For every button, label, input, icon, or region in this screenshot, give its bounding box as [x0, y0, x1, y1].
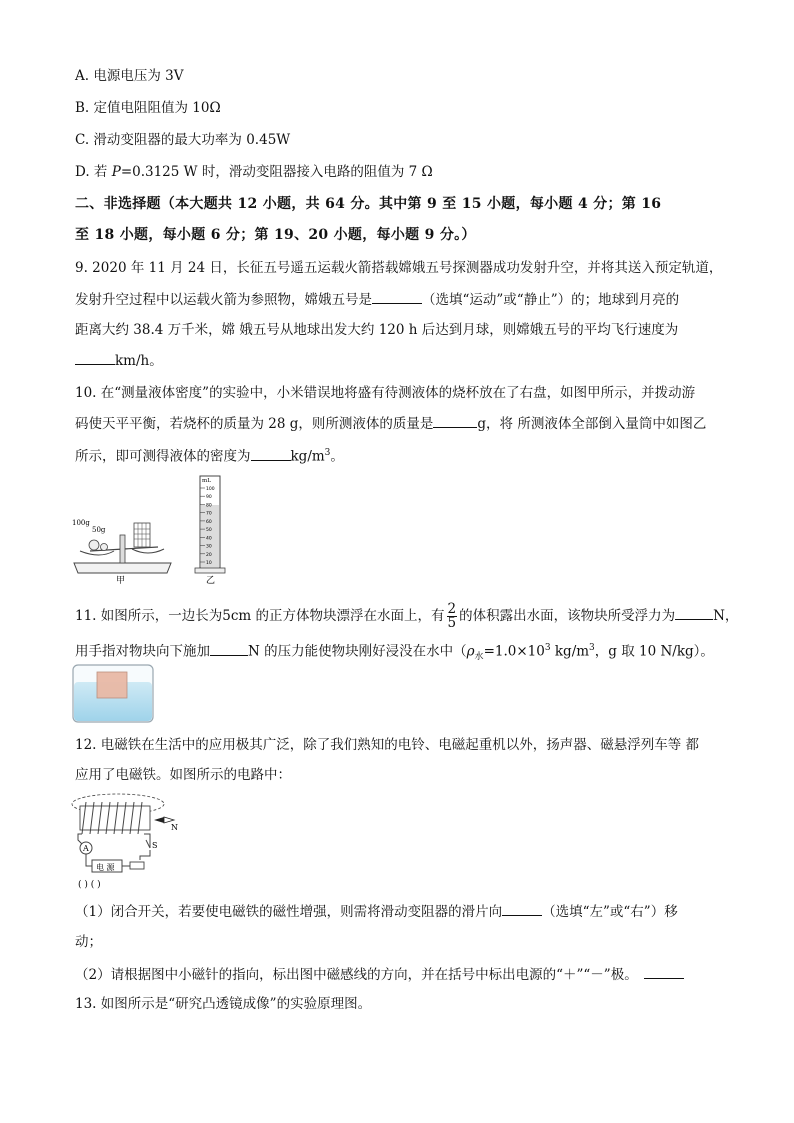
cylinder-caption: 乙	[206, 576, 216, 585]
q11-line1-post: N，	[713, 608, 739, 624]
cylinder-tick-label: 30	[206, 544, 212, 550]
fraction-numerator: 2	[447, 601, 457, 617]
q12-blank-2[interactable]	[644, 964, 684, 979]
switch-icon	[146, 840, 150, 848]
q12-sub1-pre: （1）闭合开关，若要使电磁铁的磁性增强，则需将滑动变阻器的滑片向	[75, 904, 503, 920]
cylinder-tick-label: 10	[206, 561, 212, 566]
circuit-figure	[68, 790, 188, 892]
q12-sub1-line2: 动；	[75, 934, 102, 950]
q10-line2	[75, 413, 706, 434]
fraction	[447, 603, 458, 630]
section-heading-line2: 至 18 小题，每小题 6 分；第 19、20 小题，每小题 9 分。）	[75, 227, 476, 243]
q11-line2	[75, 638, 714, 667]
balance-weight-label-2: 50g	[92, 526, 106, 534]
q11-line2-mid: N 的压力能使物块刚好浸没在水中（	[248, 643, 467, 660]
q12-sub2-text: （2）请根据图中小磁针的指向，标出图中磁感线的方向，并在括号中标出电源的“＋”“－”极。	[75, 967, 638, 983]
q10-blank-1[interactable]	[433, 413, 477, 428]
section-heading-line1: 二、非选择题（本大题共 12 小题，共 64 分。其中第 9 至 15 小题，每小题 4 分；第 16	[75, 196, 662, 212]
option-d-post: =0.3125 W 时，滑动变阻器接入电路的阻值为 7 Ω	[120, 164, 433, 180]
rho-exponent: 3	[544, 643, 551, 653]
rho-unit-exponent: 3	[589, 643, 595, 653]
q10-line3-sup: 3	[324, 448, 331, 458]
q9-blank-2[interactable]	[75, 350, 115, 365]
q12-line2: 应用了电磁铁。如图所示的电路中：	[75, 767, 291, 783]
rho-value: =1.0×10	[483, 643, 545, 660]
cylinder-tick-label: 90	[206, 495, 212, 501]
q12-sub1-line1	[75, 901, 678, 922]
q9-line4-post: km/h。	[115, 353, 163, 369]
balance-figure	[70, 505, 175, 585]
q11-blank-2[interactable]	[210, 641, 248, 656]
cylinder-figure	[192, 470, 228, 585]
balance-weight-label-1: 100g	[72, 519, 90, 527]
rho-unit: kg/m	[550, 643, 590, 660]
q10-line2-pre: 码使天平平衡，若烧杯的质量为 28 g，则所测液体的质量是	[75, 416, 434, 432]
q10-line1: 10. 在“测量液体密度”的实验中，小米错误地将盛有待测液体的烧杯放在了右盘，如图甲所示，并拨动游	[75, 385, 696, 401]
option-d-var: P	[111, 164, 121, 180]
q11-line1	[75, 603, 738, 630]
q9-line4	[75, 350, 163, 371]
switch-label: S	[152, 841, 158, 850]
cylinder-tick-label: 70	[206, 511, 212, 517]
power-source-label: 电 源	[96, 863, 115, 872]
q9-blank-1[interactable]	[372, 289, 422, 304]
q9-line3: 距离大约 38.4 万千米，嫦 娥五号从地球出发大约 120 h 后达到月球，则嫦娥五号的平均飞行速度为	[75, 322, 679, 338]
fraction-denominator: 5	[447, 615, 457, 631]
q12-sub1-post: （选填“左”或“右”）移	[542, 904, 678, 920]
q9-line1: 9. 2020 年 11 月 24 日，长征五号遥五运载火箭搭载嫦娥五号探测器成功发射升空，并将其送入预定轨道，	[75, 260, 723, 276]
cylinder-tick-label: 50	[206, 528, 212, 534]
cylinder-tick-label: 20	[206, 552, 212, 558]
q12-blank-1[interactable]	[502, 901, 542, 916]
q11-blank-1[interactable]	[675, 605, 713, 620]
rheostat-icon	[130, 862, 144, 869]
q9-line2-post: （选填“运动”或“静止”）的；地球到月亮的	[422, 292, 680, 308]
q12-line1: 12. 电磁铁在生活中的应用极其广泛，除了我们熟知的电铃、电磁起重机以外，扬声器、磁悬浮列车等 都	[75, 737, 700, 753]
cylinder-tick-label: 40	[206, 536, 212, 542]
ammeter-label: A	[83, 844, 89, 853]
q12-sub2	[75, 964, 684, 985]
q10-line3-end: 。	[330, 448, 344, 465]
rho-subscript: 水	[474, 652, 484, 663]
q10-line3-unit: kg/m	[290, 448, 325, 465]
q10-blank-2[interactable]	[251, 446, 291, 461]
q9-line2	[75, 289, 679, 310]
option-b: B. 定值电阻阻值为 10Ω	[75, 100, 221, 116]
cylinder-tick-label: 80	[206, 503, 212, 509]
q10-line3-pre: 所示，即可测得液体的密度为	[75, 448, 251, 465]
option-d-pre: D. 若	[75, 164, 112, 180]
q13-line1: 13. 如图所示是“研究凸透镜成像”的实验原理图。	[75, 996, 372, 1012]
rho-symbol: ρ	[466, 643, 475, 660]
beaker-figure	[72, 664, 154, 724]
option-c: C. 滑动变阻器的最大功率为 0.45W	[75, 132, 291, 148]
q10-line3	[75, 443, 344, 467]
q11-line2-pre: 用手指对物块向下施加	[75, 643, 210, 660]
q9-line2-pre: 发射升空过程中以运载火箭为参照物，嫦娥五号是	[75, 292, 372, 308]
needle-n-label: N	[171, 823, 178, 832]
q11-line1-pre: 11. 如图所示，一边长为5cm 的正方体物块漂浮在水面上，有	[75, 608, 445, 624]
floating-block	[97, 672, 127, 698]
option-d	[75, 162, 433, 182]
cylinder-unit: mL	[202, 478, 211, 484]
cylinder-tick-label: 60	[206, 519, 212, 525]
g-text: ，g 取 10 N/kg）。	[594, 643, 714, 660]
q11-line1-mid: 的体积露出水面，该物块所受浮力为	[459, 608, 676, 624]
compass-needle-icon	[154, 817, 164, 823]
option-a: A. 电源电压为 3V	[75, 68, 184, 84]
polarity-brackets: ( ) ( )	[78, 880, 101, 890]
balance-caption: 甲	[116, 576, 126, 585]
cylinder-tick-label: 100	[206, 487, 215, 492]
q10-line2-post: g，将 所测液体全部倒入量筒中如图乙	[477, 416, 707, 432]
